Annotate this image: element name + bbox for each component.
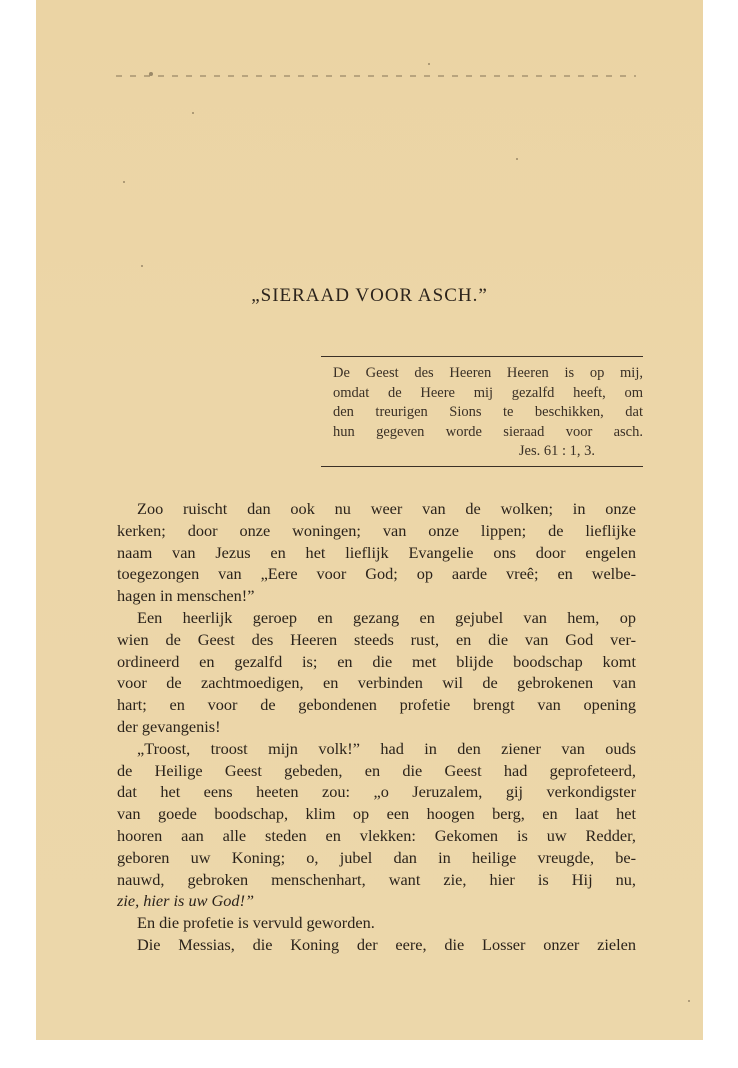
epigraph-rule-top [321, 356, 643, 357]
text-line: der gevangenis! [117, 716, 221, 736]
text-line: van goede boodschap, klim op een hoogen berg, en laat het [117, 804, 636, 824]
text-line: hooren aan alle steden en vlekken: Gekomen is uw Redder, [117, 825, 636, 845]
chapter-title: „SIERAAD VOOR ASCH.” [251, 285, 488, 306]
text-line: „Troost, troost mijn volk!” had in den ziener van ouds [137, 738, 636, 758]
paper-speck [428, 63, 430, 65]
epigraph-line: hun gegeven worde sieraad voor asch. [333, 423, 643, 440]
text-line: de Heilige Geest gebeden, en die Geest had geprofeteerd, [117, 760, 636, 780]
paper-speck [123, 181, 125, 183]
text-line: Zoo ruischt dan ook nu weer van de wolken; in onze [137, 499, 636, 518]
text-line: wien de Geest des Heeren steeds rust, en die van God ver- [117, 629, 636, 649]
paper-speck [149, 72, 153, 76]
text-line: hagen in menschen!” [117, 586, 255, 606]
epigraph-line: den treurigen Sions te beschikken, dat [333, 404, 643, 420]
text-line: Die Messias, die Koning der eere, die Losser onzer zielen [137, 934, 636, 954]
text-line: toegezongen van „Eere voor God; op aarde vreê; en welbe- [117, 564, 636, 584]
paper-speck [688, 1000, 690, 1002]
text-line: Een heerlijk geroep en gezang en gejubel van hem, op [137, 607, 636, 627]
epigraph-line-1-text: De Geest des Heeren Heeren is op mij, [333, 365, 643, 381]
text-line: ordineerd en gezalfd is; en die met blijde boodschap komt [117, 651, 636, 671]
text-line: geboren uw Koning; o, jubel dan in heilige vreugde, be- [117, 847, 636, 867]
paper-speck [516, 158, 518, 160]
epigraph-rule-bottom [321, 466, 643, 467]
body-text [117, 498, 636, 956]
text-line: nauwd, gebroken menschenhart, want zie, hier is Hij nu, [117, 869, 636, 889]
book-page [36, 0, 703, 1040]
text-line: kerken; door onze woningen; van onze lippen; de lieflijke [117, 520, 636, 540]
paper-speck [192, 112, 194, 114]
scripture-reference: Jes. 61 : 1, 3. [518, 443, 595, 459]
text-line-italic [117, 890, 636, 912]
text-line: hart; en voor de gebondenen profetie brengt van opening [117, 695, 636, 715]
epigraph-line: omdat de Heere mij gezalfd heeft, om [333, 384, 643, 401]
epigraph-line-1 [333, 364, 643, 384]
scan-artifact-line [116, 75, 636, 77]
paper-speck [141, 265, 143, 267]
italic-quote: zie, hier is uw God!” [117, 891, 255, 911]
text-line: En die profetie is vervuld geworden. [137, 913, 375, 933]
text-line: dat het eens heeten zou: „o Jeruzalem, gij verkondigster [117, 782, 636, 802]
epigraph [333, 364, 643, 462]
text-line: naam van Jezus en het lieflijk Evangelie ons door engelen [117, 542, 636, 562]
text-line: voor de zachtmoedigen, en verbinden wil de gebrokenen van [117, 673, 636, 693]
